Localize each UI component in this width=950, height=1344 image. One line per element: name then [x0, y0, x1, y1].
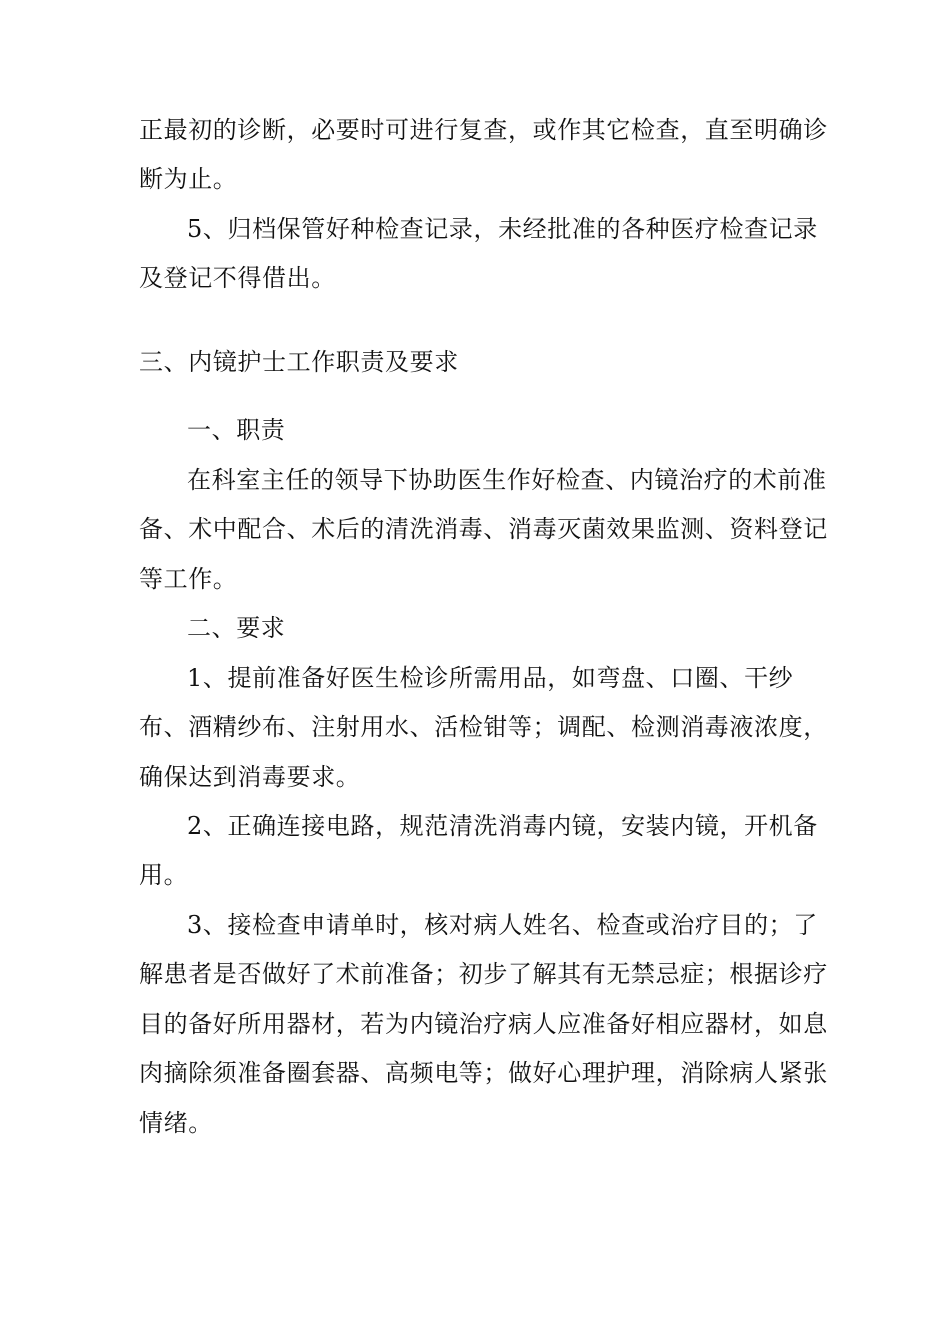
requirement-1: 1、提前准备好医生检诊所需用品，如弯盘、口圈、干纱布、酒精纱布、注射用水、活检钳等；调配、检测消毒液浓度，确保达到消毒要求。: [139, 664, 828, 791]
subsection-1-body: 在科室主任的领导下协助医生作好检查、内镜治疗的术前准备、术中配合、术后的清洗消毒、消毒灭菌效果监测、资料登记等工作。: [139, 466, 828, 593]
requirement-2: 2、正确连接电路，规范清洗消毒内镜，安装内镜，开机备用。: [139, 812, 818, 890]
item-5: 5、归档保管好种检查记录，未经批准的各种医疗检查记录及登记不得借出。: [139, 215, 818, 293]
requirement-3: 3、接检查申请单时，核对病人姓名、检查或治疗目的；了解患者是否做好了术前准备；初步了解其有无禁忌症；根据诊疗目的备好所用器材，若为内镜治疗病人应准备好相应器材，如息肉摘除须准备圈套器、高频电等；做好心理护理，消除病人紧张情绪。: [139, 911, 828, 1137]
subsection-2-title: 二、要求: [187, 614, 286, 642]
paragraph-continuation: 正最初的诊断，必要时可进行复查，或作其它检查，直至明确诊断为止。: [139, 116, 828, 194]
section-3-title: 三、内镜护士工作职责及要求: [139, 348, 459, 376]
subsection-1-title: 一、职责: [187, 416, 286, 444]
